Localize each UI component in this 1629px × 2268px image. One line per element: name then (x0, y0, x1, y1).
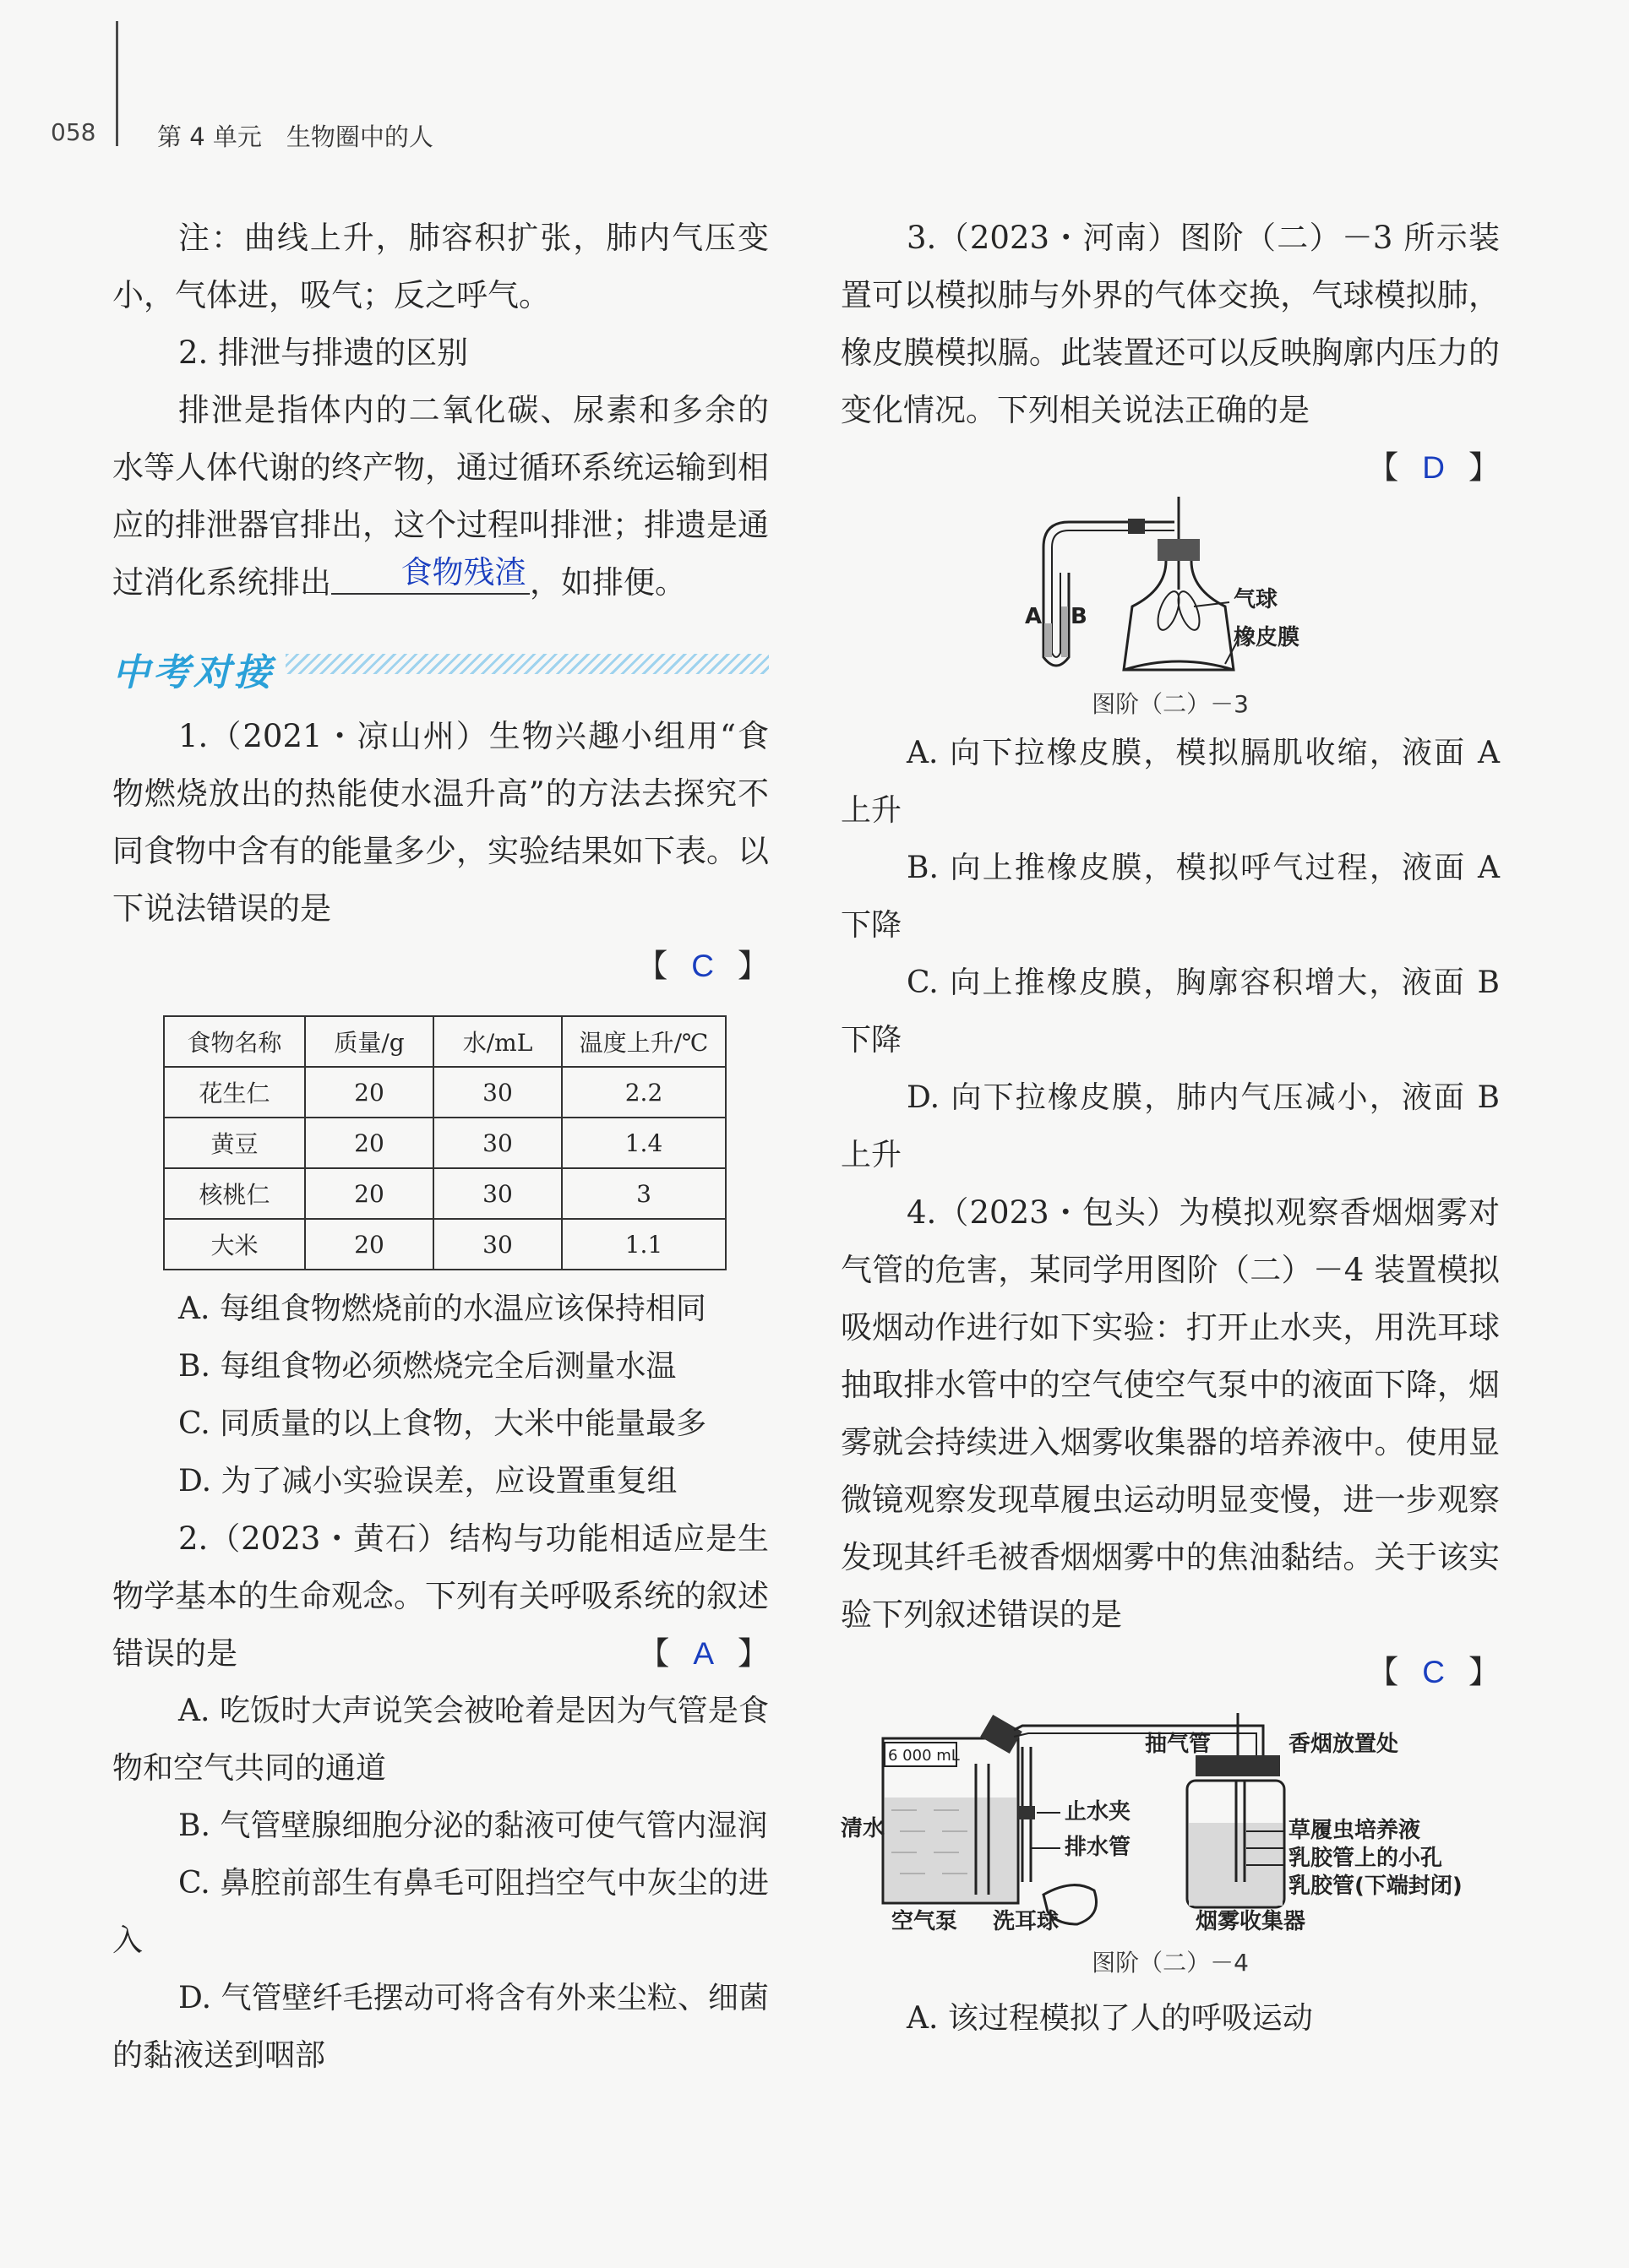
q4-stem: 4.（2023・包头）为模拟观察香烟烟雾对气管的危害，某同学用图阶（二）－4 装置模拟吸烟动作进行如下实验：打开止水夹，用洗耳球抽取排水管中的空气使空气泵中的液面下降，烟雾就会持续进入烟雾收集器的培养液中。使用显微镜观察发现草履虫运动明显变慢，进一步观察发现其纤毛被香烟烟雾中的焦油黏结。关于该实验下列叙述错误的是 (841, 1194, 1500, 1633)
lung-model-diagram (841, 497, 1500, 683)
figure-3-caption: 图阶（二）－3 (1092, 690, 1249, 718)
header-divider (116, 21, 118, 146)
bracket-close: 】 (1468, 449, 1500, 486)
q1-option-b: B. 每组食物必须燃烧完全后测量水温 (178, 1349, 677, 1384)
table-cell: 1.1 (562, 1219, 726, 1270)
answer-letter: C (691, 949, 714, 983)
bracket-close: 】 (738, 1635, 769, 1672)
q1-option-a: A. 每组食物燃烧前的水温应该保持相同 (178, 1292, 706, 1326)
label-latex: 乳胶管(下端封闭) (1288, 1874, 1463, 1899)
section-hatch-decoration (286, 654, 769, 674)
bracket-open: 【 (1367, 449, 1399, 486)
left-column (112, 209, 769, 2085)
food-energy-table (163, 1015, 727, 1270)
right-column (841, 209, 1500, 2048)
figure-4-caption: 图阶（二）－4 (1092, 1949, 1249, 1977)
q1-stem: 1.（2021・凉山州）生物兴趣小组用“食物燃烧放出的热能使水温升高”的方法去探究不同食物中含有的能量多少，实验结果如下表。以下说法错误的是 (112, 718, 769, 927)
label-a: A (1025, 604, 1043, 629)
smoking-model-diagram (841, 1713, 1500, 1941)
table-cell: 30 (433, 1168, 562, 1219)
q2-option-d: D. 气管壁纤毛摆动可将含有外来尘粒、细菌的黏液送到咽部 (112, 1981, 769, 2073)
q3-option-c: C. 向上推橡皮膜，胸廓容积增大，液面 B 下降 (841, 965, 1500, 1058)
section-header (112, 623, 769, 703)
table-header: 温度上升/℃ (562, 1016, 726, 1067)
bracket-open: 【 (636, 948, 668, 984)
q4-answer (841, 1644, 1500, 1701)
table-cell: 20 (305, 1168, 433, 1219)
bracket-open: 【 (638, 1635, 670, 1672)
fill-blank-answer: 食物残渣 (331, 552, 530, 595)
table-row (164, 1118, 726, 1168)
bracket-close: 】 (738, 948, 769, 984)
excretion-text: 排泄是指体内的二氧化碳、尿素和多余的水等人体代谢的终产物，通过循环系统运输到相应的排泄器官排出，这个过程叫排泄；排遗是通过消化系统排出 (112, 392, 769, 601)
label-clamp: 止水夹 (1065, 1799, 1131, 1825)
label-membrane: 橡皮膜 (1234, 625, 1300, 650)
table-cell: 核桃仁 (164, 1168, 305, 1219)
table-cell: 2.2 (562, 1067, 726, 1118)
q1-answer (112, 938, 769, 995)
q4-option-a: A. 该过程模拟了人的呼吸运动 (907, 2001, 1313, 2036)
table-cell: 20 (305, 1118, 433, 1168)
bracket-close: 】 (1468, 1654, 1500, 1690)
figure-3 (841, 497, 1500, 720)
table-row (164, 1067, 726, 1118)
table-cell: 30 (433, 1067, 562, 1118)
label-culture: 草履虫培养液 (1288, 1818, 1421, 1843)
label-pump: 空气泵 (891, 1909, 958, 1934)
table-cell: 30 (433, 1219, 562, 1270)
label-cig: 香烟放置处 (1288, 1732, 1399, 1757)
figure-4 (841, 1713, 1500, 1978)
answer-letter: C (1422, 1655, 1445, 1689)
table-header-row (164, 1016, 726, 1067)
excretion-text-end: ，如排便。 (530, 564, 686, 601)
table-cell: 30 (433, 1118, 562, 1168)
table-cell: 20 (305, 1067, 433, 1118)
table-cell: 花生仁 (164, 1067, 305, 1118)
q3-stem: 3.（2023・河南）图阶（二）－3 所示装置可以模拟肺与外界的气体交换，气球模拟肺，橡皮膜模拟膈。此装置还可以反映胸廓内压力的变化情况。下列相关说法正确的是 (841, 220, 1500, 428)
q3-option-a: A. 向下拉橡皮膜，模拟膈肌收缩，液面 A 上升 (841, 736, 1500, 828)
table-header: 水/mL (433, 1016, 562, 1067)
q2-option-a: A. 吃饭时大声说笑会被呛着是因为气管是食物和空气共同的通道 (112, 1694, 769, 1786)
table-cell: 1.4 (562, 1118, 726, 1168)
table-row (164, 1219, 726, 1270)
q3-option-d: D. 向下拉橡皮膜，肺内气压减小，液面 B 上升 (841, 1080, 1500, 1172)
label-suction: 抽气管 (1145, 1732, 1212, 1757)
q1-option-c: C. 同质量的以上食物，大米中能量最多 (178, 1406, 707, 1441)
table-cell: 大米 (164, 1219, 305, 1270)
q3-option-b: B. 向上推橡皮膜，模拟呼气过程，液面 A 下降 (841, 851, 1500, 943)
section-title: 中考对接 (112, 651, 275, 694)
answer-letter: A (693, 1636, 714, 1671)
q2-stem: 2.（2023・黄石）结构与功能相适应是生物学基本的生命观念。下列有关呼吸系统的叙述错误的是 (112, 1520, 769, 1672)
excretion-paragraph (112, 382, 769, 612)
volume-label: 6 000 mL (888, 1747, 960, 1765)
label-bulb: 洗耳球 (993, 1909, 1060, 1934)
unit-title: 第 4 单元 生物圈中的人 (157, 122, 433, 151)
q3-answer (841, 439, 1500, 497)
page-number: 058 (51, 118, 96, 146)
q2-option-b: B. 气管壁腺细胞分泌的黏液可使气管内湿润 (178, 1808, 768, 1843)
table-row (164, 1168, 726, 1219)
table-cell: 3 (562, 1168, 726, 1219)
table-header: 质量/g (305, 1016, 433, 1067)
label-drain: 排水管 (1065, 1835, 1131, 1860)
table-header: 食物名称 (164, 1016, 305, 1067)
bracket-open: 【 (1367, 1654, 1399, 1690)
label-balloon: 气球 (1234, 587, 1278, 612)
label-b: B (1071, 604, 1087, 629)
subsection-title: 2. 排泄与排遗的区别 (178, 334, 469, 371)
label-collector: 烟雾收集器 (1196, 1909, 1306, 1934)
label-water: 清水 (841, 1816, 885, 1841)
answer-letter: D (1422, 450, 1445, 485)
q1-option-d: D. 为了减小实验误差，应设置重复组 (178, 1464, 678, 1498)
table-cell: 20 (305, 1219, 433, 1270)
label-hole: 乳胶管上的小孔 (1288, 1846, 1443, 1871)
note-text: 注：曲线上升，肺容积扩张，肺内气压变小，气体进，吸气；反之呼气。 (112, 220, 769, 313)
table-cell: 黄豆 (164, 1118, 305, 1168)
q2-option-c: C. 鼻腔前部生有鼻毛可阻挡空气中灰尘的进入 (112, 1866, 769, 1958)
